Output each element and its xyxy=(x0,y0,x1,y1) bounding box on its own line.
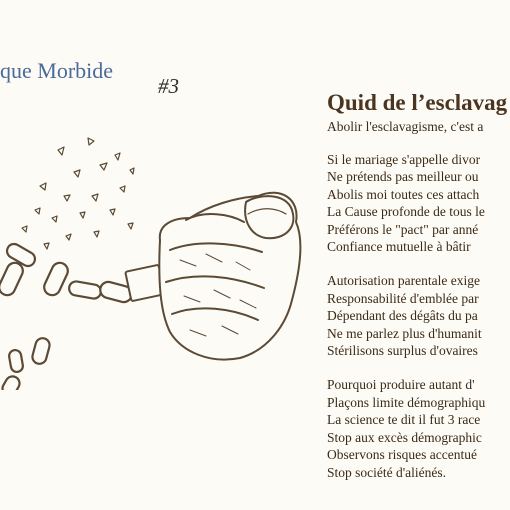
poem-line: Si le mariage s'appelle divor xyxy=(327,152,481,167)
chain-links xyxy=(0,241,134,303)
poem-title: Quid de l’esclavag xyxy=(327,90,508,115)
poem-line: Confiance mutuelle à bâtir xyxy=(327,239,471,255)
poem-line: Ne me parlez plus d'humanit xyxy=(327,325,482,341)
poem-line: Stop société d'aliénés. xyxy=(327,464,447,480)
poem-line: La science te dit il fut 3 race xyxy=(327,412,481,428)
stanza-1 xyxy=(327,151,510,255)
poem-line: Stop aux excès démographic xyxy=(327,429,482,445)
issue-number: #3 xyxy=(158,74,179,98)
poem-line: Autorisation parentale exige xyxy=(327,273,480,289)
poem-line: Préférons le "pact" par anné xyxy=(327,221,479,237)
glass-shard-icon xyxy=(22,138,134,249)
poem-line: Plaçons limite démographiqu xyxy=(327,394,486,410)
page-header-title: que Morbide xyxy=(0,58,114,83)
stanza-3 xyxy=(327,376,510,480)
poem-line: La Cause profonde de tous le xyxy=(327,204,485,220)
poem-subtitle: Abolir l'esclavagisme, c'est a xyxy=(327,119,484,134)
fist-icon xyxy=(159,193,300,360)
broken-link-pieces xyxy=(0,337,51,390)
poem-line: Dépendant des dégâts du pa xyxy=(327,308,478,324)
poem-line: Stérilisons surplus d'ovaires xyxy=(327,343,478,359)
poem-line: Ne prétends pas meilleur ou xyxy=(327,169,479,185)
poem-text xyxy=(327,88,510,498)
broken-chain-fist-icon xyxy=(0,130,310,390)
poem-line: Abolis moi toutes ces attach xyxy=(327,186,480,202)
poem-line: Pourquoi produire autant d' xyxy=(327,377,475,393)
poem-line: Observons risques accentué xyxy=(327,447,477,463)
poem-line: Responsabilité d'emblée par xyxy=(327,290,479,306)
stanza-2 xyxy=(327,272,510,359)
